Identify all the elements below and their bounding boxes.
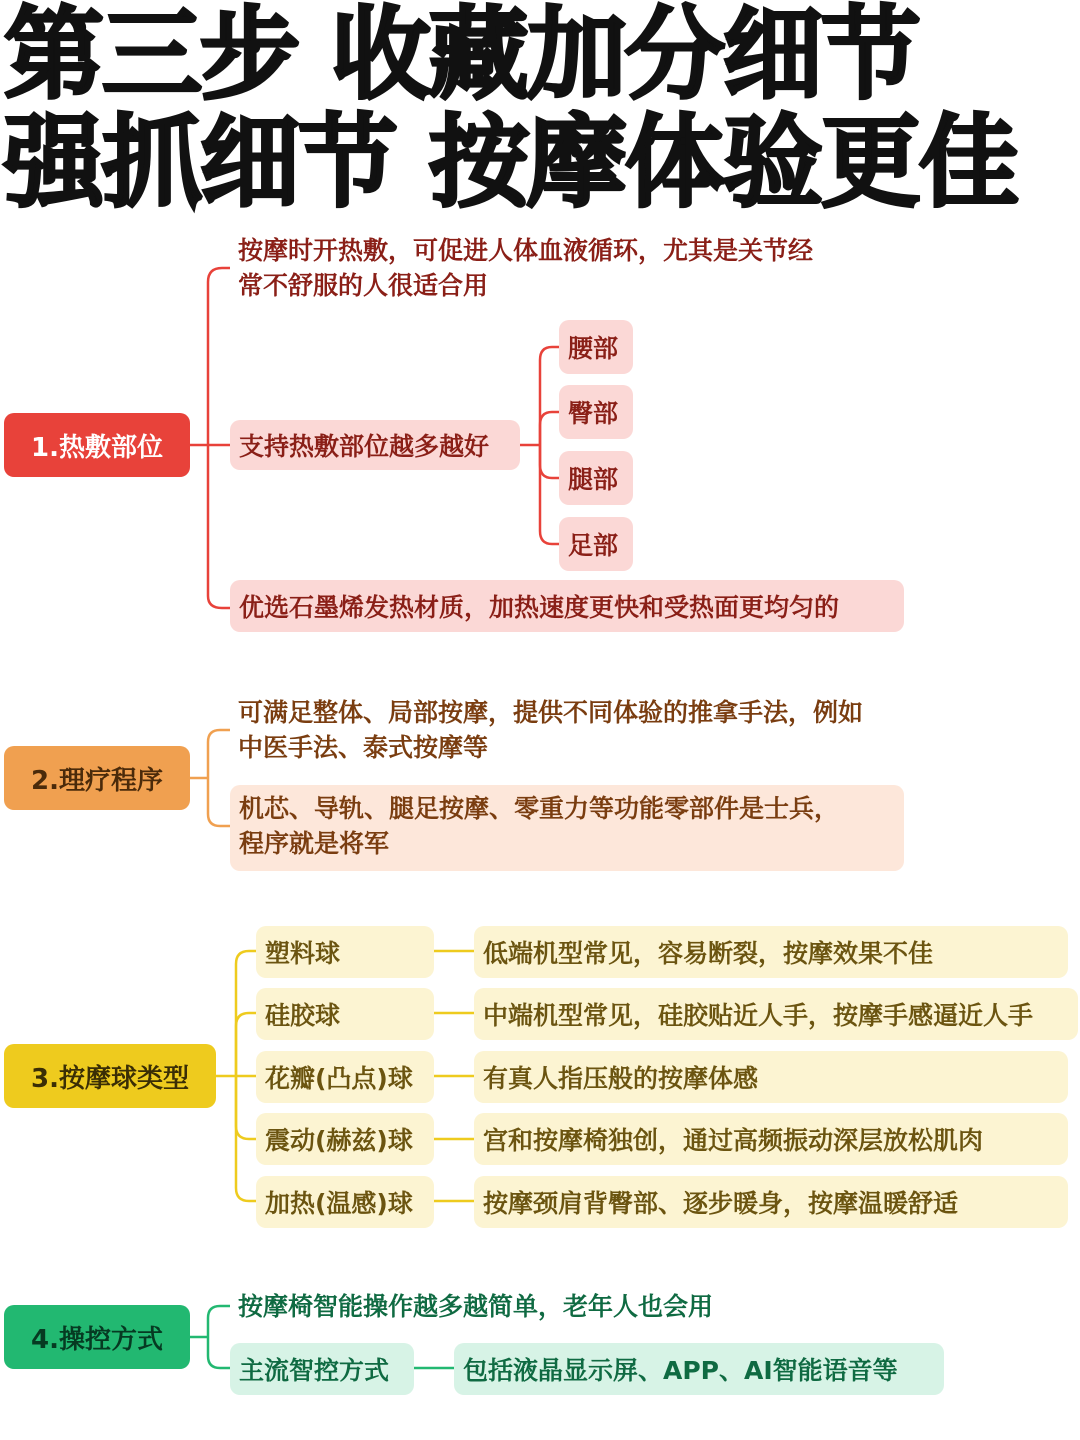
body-part-leg: 腿部 — [559, 451, 633, 505]
program-box — [230, 785, 904, 871]
root-node-program: 2.理疗程序 — [4, 746, 190, 810]
ball-desc-vibration: 宫和按摩椅独创，通过高频振动深层放松肌肉 — [474, 1113, 1068, 1165]
body-part-waist: 腰部 — [559, 320, 633, 374]
root-node-ball-type: 3.按摩球类型 — [4, 1044, 216, 1108]
section-2-connectors — [190, 730, 230, 826]
heat-material-node: 优选石墨烯发热材质，加热速度更快和受热面更均匀的 — [230, 580, 904, 632]
title-line-2: 强抓细节 按摩体验更佳 — [4, 104, 1017, 221]
control-mode-node: 主流智控方式 — [230, 1343, 414, 1395]
program-note-line-2: 中医手法、泰式按摩等 — [238, 733, 489, 762]
ball-desc-plastic: 低端机型常见，容易断裂，按摩效果不佳 — [474, 926, 1068, 978]
ball-type-plastic: 塑料球 — [256, 926, 434, 978]
ball-type-heated: 加热(温感)球 — [256, 1176, 434, 1228]
ball-desc-heated: 按摩颈肩背臀部、逐步暖身，按摩温暖舒适 — [474, 1176, 1068, 1228]
ball-desc-silicone: 中端机型常见，硅胶贴近人手，按摩手感逼近人手 — [474, 988, 1078, 1040]
program-box-line-1: 机芯、导轨、腿足按摩、零重力等功能零部件是士兵， — [239, 794, 840, 823]
ball-type-petal: 花瓣(凸点)球 — [256, 1051, 434, 1103]
ball-desc-petal: 有真人指压般的按摩体感 — [474, 1051, 1068, 1103]
program-note-line-1: 可满足整体、局部按摩，提供不同体验的推拿手法，例如 — [238, 698, 864, 727]
ball-type-vibration: 震动(赫兹)球 — [256, 1113, 434, 1165]
heat-note-line-2: 常不舒服的人很适合用 — [238, 271, 489, 300]
root-node-control: 4.操控方式 — [4, 1305, 190, 1369]
program-box-line-2: 程序就是将军 — [239, 829, 390, 858]
heat-note-line-1: 按摩时开热敷，可促进人体血液循环，尤其是关节经 — [238, 236, 814, 265]
heat-support-node: 支持热敷部位越多越好 — [230, 420, 520, 470]
root-node-heat: 1.热敷部位 — [4, 413, 190, 477]
control-mode-detail: 包括液晶显示屏、APP、AI智能语音等 — [454, 1343, 944, 1395]
ball-type-silicone: 硅胶球 — [256, 988, 434, 1040]
control-note: 按摩椅智能操作越多越简单，老年人也会用 — [238, 1292, 714, 1321]
title-line-1: 第三步 收藏加分细节 — [4, 0, 919, 113]
body-part-hip: 臀部 — [559, 385, 633, 439]
body-part-foot: 足部 — [559, 517, 633, 571]
